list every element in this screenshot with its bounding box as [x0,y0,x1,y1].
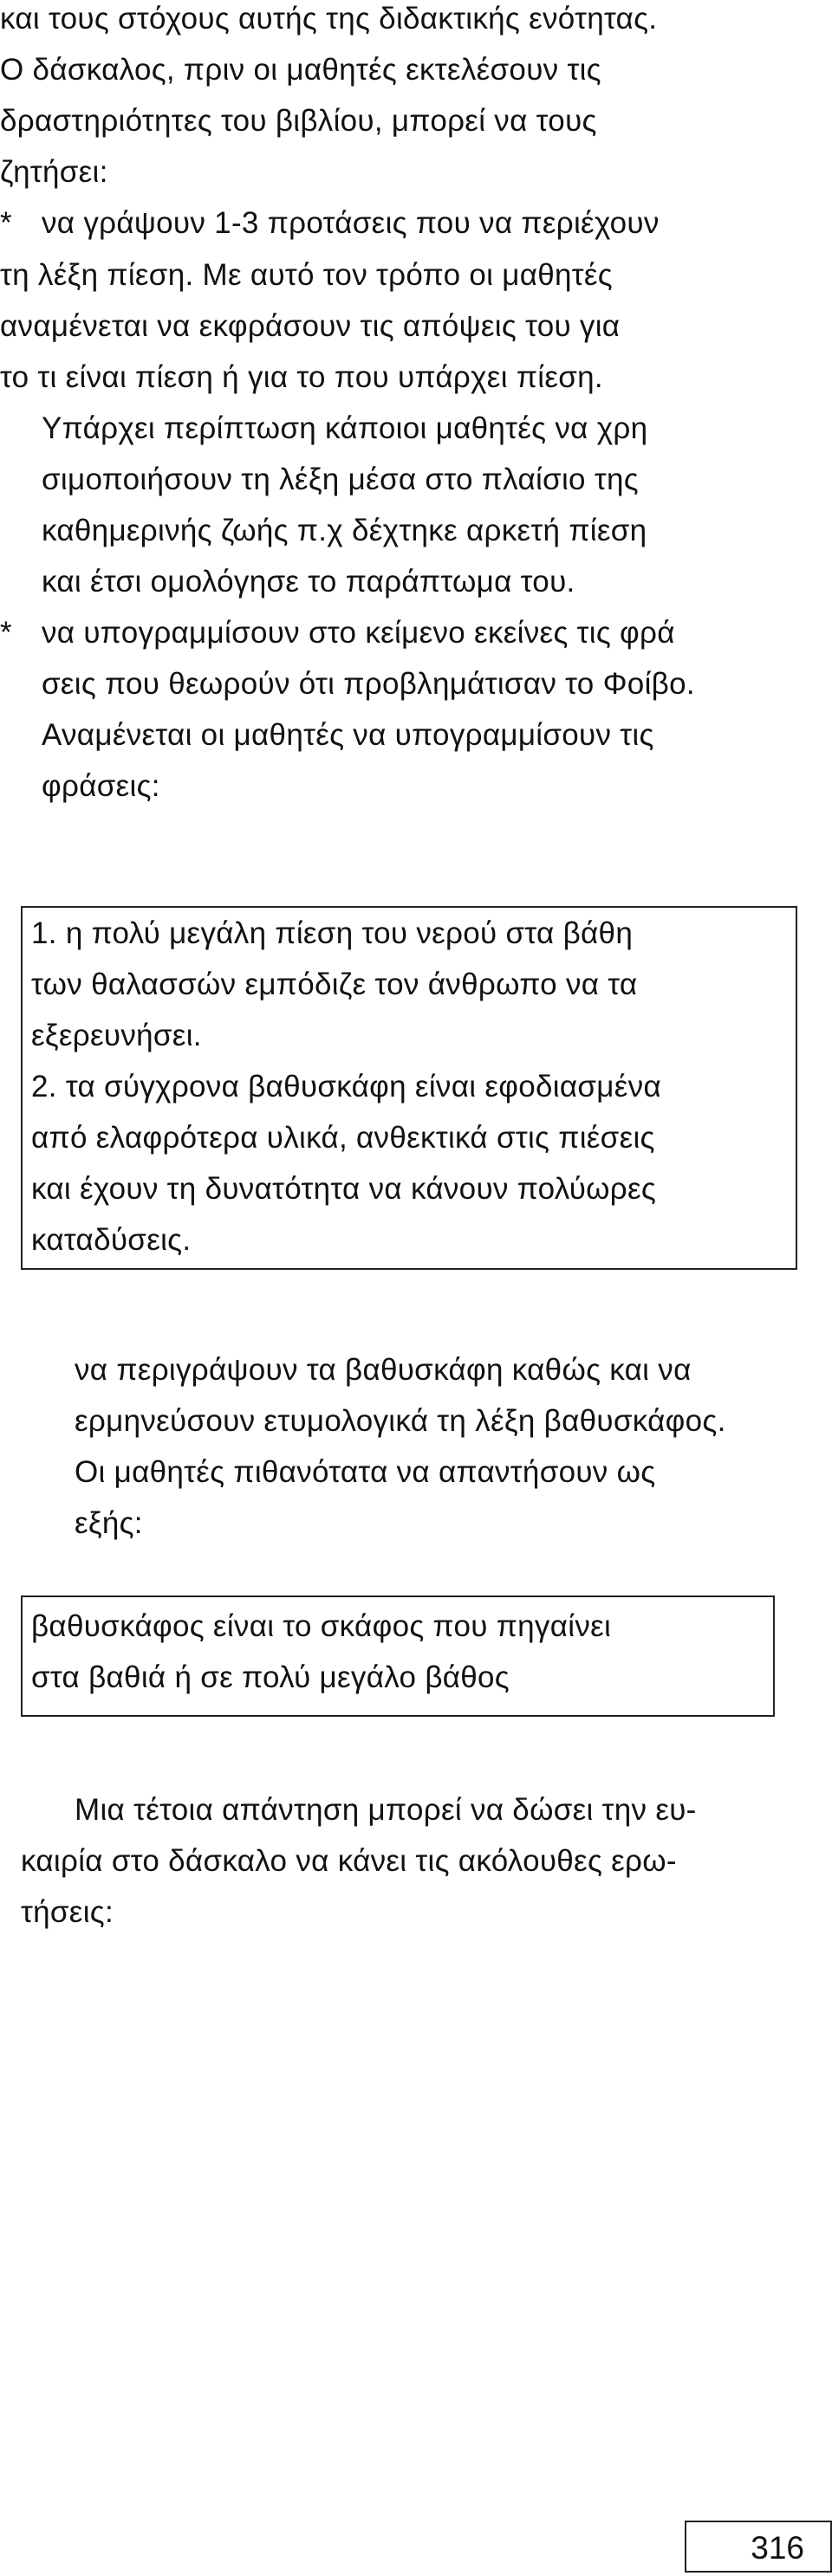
page-number: 316 [751,2530,804,2566]
bullet-line: φράσεις: [42,769,160,803]
intro-line: Ο δάσκαλος, πριν οι μαθητές εκτελέσουν τις [0,53,601,87]
intro-line: ζητήσει: [0,155,108,189]
paragraph-line: Οι μαθητές πιθανότατα να απαντήσουν ως [75,1455,656,1489]
box-line: εξερευνήσει. [31,1019,202,1052]
quote-box-answer [21,1595,775,1717]
intro-line: δραστηριότητες του βιβλίου, μπορεί να τους [0,104,597,138]
bullet-line: καθημερινής ζωής π.χ δέχτηκε αρκετή πίεση [42,514,647,547]
bullet-line: το τι είναι πίεση ή για το που υπάρχει πίεση. [0,360,603,394]
box-line: και έχουν τη δυνατότητα να κάνουν πολύωρες [31,1172,657,1206]
bullet-line: σιμοποιήσουν τη λέξη μέσα στο πλαίσιο της [42,463,639,496]
bullet-line: τη λέξη πίεση. Με αυτό τον τρόπο οι μαθητές [0,258,613,292]
box-line: στα βαθιά ή σε πολύ μεγάλο βάθος [31,1660,510,1694]
paragraph-line: να περιγράψουν τα βαθυσκάφη καθώς και να [75,1353,692,1387]
box-line: από ελαφρότερα υλικά, ανθεκτικά στις πιέσεις [31,1121,655,1155]
box-line: 2. τα σύγχρονα βαθυσκάφη είναι εφοδιασμένα [31,1070,661,1104]
bullet-line: να γράψουν 1-3 προτάσεις που να περιέχουν [42,206,660,240]
intro-line: και τους στόχους αυτής της διδακτικής ενότητας. [0,2,658,36]
paragraph-line: καιρία στο δάσκαλο να κάνει τις ακόλουθες ερω- [21,1844,677,1878]
bullet-line: να υπογραμμίσουν στο κείμενο εκείνες τις φρά [42,616,675,650]
box-line: καταδύσεις. [31,1223,192,1257]
paragraph-line: εξής: [75,1506,143,1540]
paragraph-line: ερμηνεύσουν ετυμολογικά τη λέξη βαθυσκάφος. [75,1404,726,1438]
paragraph-line: Μια τέτοια απάντηση μπορεί να δώσει την ευ- [75,1793,697,1827]
bullet-line: και έτσι ομολόγησε το παράπτωμα του. [42,565,575,599]
box-line: των θαλασσών εμπόδιζε τον άνθρωπο να τα [31,968,638,1001]
bullet-line: Αναμένεται οι μαθητές να υπογραμμίσουν τις [42,718,654,752]
bullet-marker: * [0,206,12,240]
bullet-line: σεις που θεωρούν ότι προβλημάτισαν το Φοίβο. [42,667,695,701]
quote-box-phrases [21,906,797,1270]
box-line: 1. η πολύ μεγάλη πίεση του νερού στα βάθη [31,916,634,950]
bullet-marker: * [0,616,12,650]
paragraph-line: τήσεις: [21,1895,114,1929]
bullet-line: Υπάρχει περίπτωση κάποιοι μαθητές να χρη [42,411,648,445]
bullet-line: αναμένεται να εκφράσουν τις απόψεις του για [0,309,621,343]
page-number-box [685,2521,832,2573]
box-line: βαθυσκάφος είναι το σκάφος που πηγαίνει [31,1609,612,1643]
